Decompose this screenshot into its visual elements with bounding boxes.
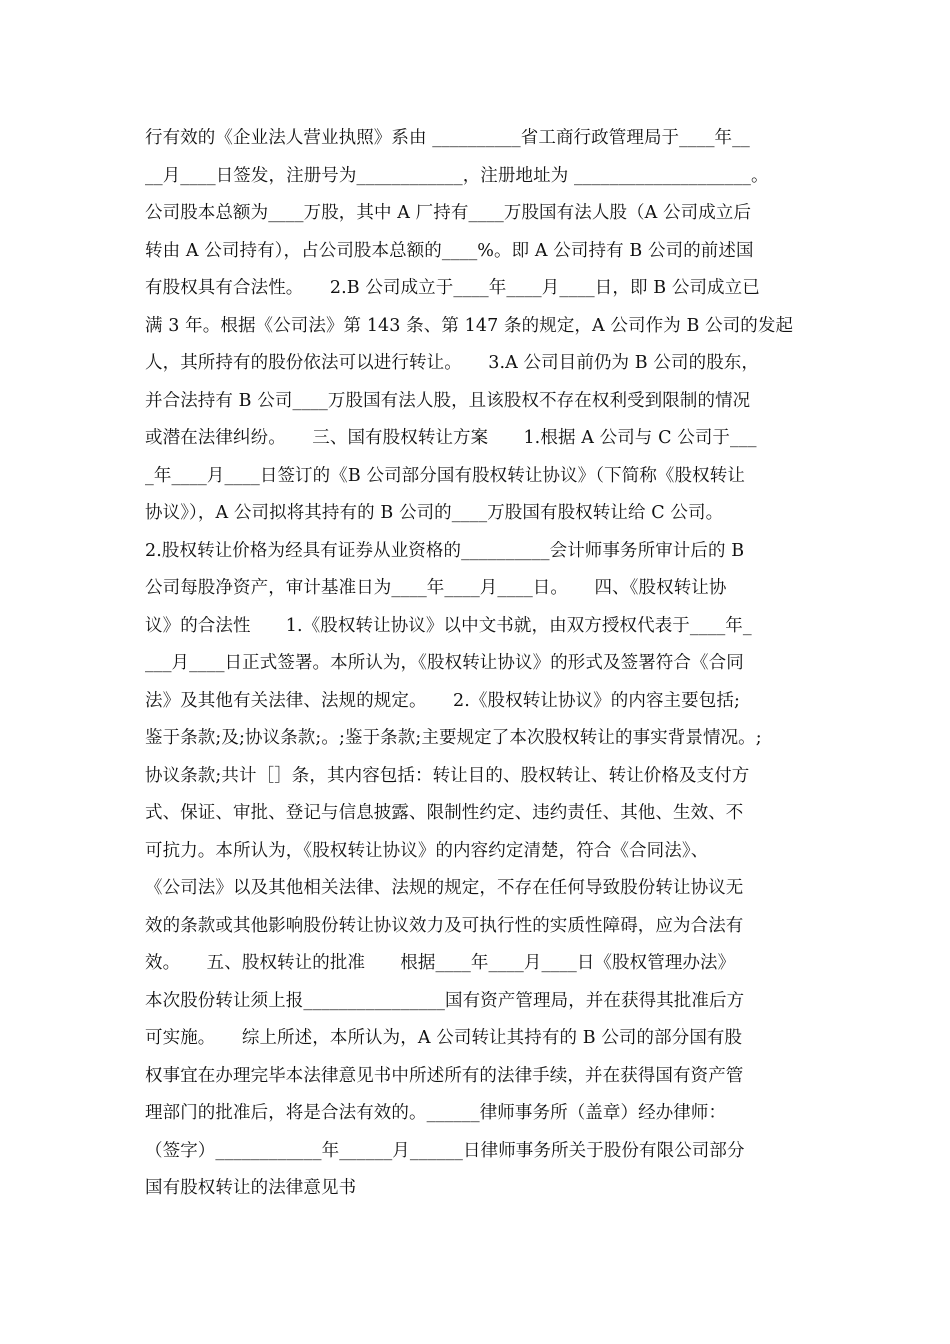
body-text-line: 理部门的批准后，将是合法有效的。______律师事务所（盖章）经办律师： [145, 1103, 727, 1123]
body-text-line: 权事宜在办理完毕本法律意见书中所述所有的法律手续，并在获得国有资产管 [145, 1065, 744, 1086]
body-text-line: 效。 五、股权转让的批准 根据____年____月____日《股权管理办法》 [145, 953, 736, 973]
body-text-line: 公司股本总额为____万股，其中 A 厂持有____万股国有法人股（A 公司成立后 [145, 203, 752, 223]
body-text-line: 式、保证、审批、登记与信息披露、限制性约定、违约责任、其他、生效、不 [145, 803, 744, 823]
body-text-line: 协议条款;共计［］条，其内容包括：转让目的、股权转让、转让价格及支付方 [145, 765, 750, 786]
body-text-line: （签字）____________年______月______日律师事务所关于股份有限公司部分 [145, 1140, 745, 1161]
body-text-line: 议》的合法性 1.《股权转让协议》以中文书就，由双方授权代表于____年_ [145, 615, 752, 636]
body-text-line: ___月____日正式签署。本所认为，《股权转让协议》的形式及签署符合《合同 [145, 653, 744, 673]
body-text-line: 《公司法》以及其他相关法律、法规的规定，不存在任何导致股份转让协议无 [145, 878, 744, 898]
body-text-line: 行有效的《企业法人营业执照》系由 __________省工商行政管理局于____年__ [145, 128, 750, 148]
body-text-line: 国有股权转让的法律意见书 [145, 1178, 357, 1198]
body-text-line: 人，其所持有的股份依法可以进行转让。 3.A 公司目前仍为 B 公司的股东， [145, 353, 760, 373]
document-body [145, 120, 825, 1208]
body-text-line: __月____日签发，注册号为____________，注册地址为 ____________________。 [145, 165, 769, 186]
body-text-line: 法》及其他有关法律、法规的规定。 2.《股权转让协议》的内容主要包括; [145, 690, 740, 711]
body-text-line: 转由 A 公司持有），占公司股本总额的____%。即 A 公司持有 B 公司的前述国 [145, 240, 754, 261]
body-text-line: 本次股份转让须上报________________国有资产管理局，并在获得其批准后方 [145, 990, 745, 1011]
body-text-line: 可实施。 综上所述，本所认为，A 公司转让其持有的 B 公司的部分国有股 [145, 1028, 743, 1048]
body-text-line: 有股权具有合法性。 2.B 公司成立于____年____月____日，即 B 公司成立已 [145, 278, 760, 298]
body-text-line: 并合法持有 B 公司____万股国有法人股，且该股权不存在权利受到限制的情况 [145, 390, 751, 411]
body-text-line: 鉴于条款;及;协议条款;。;鉴于条款;主要规定了本次股权转让的事实背景情况。; [145, 728, 762, 748]
body-text-line: 或潜在法律纠纷。 三、国有股权转让方案 1.根据 A 公司与 C 公司于___ [145, 428, 757, 448]
body-text-line: 2.股权转让价格为经具有证券从业资格的__________会计师事务所审计后的 B [145, 540, 745, 561]
body-text-line: _年____月____日签订的《B 公司部分国有股权转让协议》（下简称《股权转让 [145, 465, 745, 486]
body-text-line: 协议》），A 公司拟将其持有的 B 公司的____万股国有股权转让给 C 公司。 [145, 503, 724, 523]
body-text-line: 效的条款或其他影响股份转让协议效力及可执行性的实质性障碍，应为合法有 [145, 915, 744, 936]
body-text-line: 可抗力。本所认为，《股权转让协议》的内容约定清楚，符合《合同法》、 [145, 840, 709, 861]
body-text-line: 公司每股净资产，审计基准日为____年____月____日。 四、《股权转让协 [145, 578, 727, 598]
body-text-line: 满 3 年。根据《公司法》第 143 条、第 147 条的规定，A 公司作为 B 公司的发起 [145, 315, 794, 336]
